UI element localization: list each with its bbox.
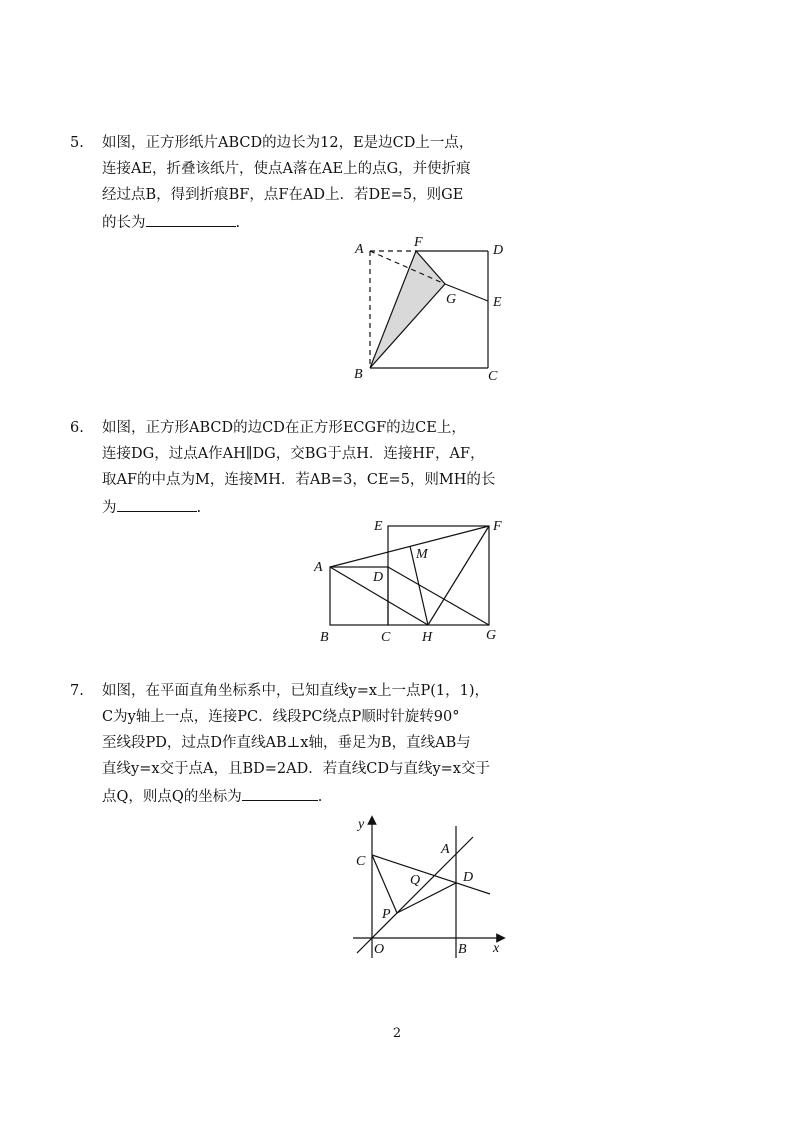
label-Q: Q — [410, 873, 421, 888]
page-number: 2 — [392, 1026, 402, 1041]
label-H: H — [422, 630, 433, 645]
end-punct: . — [235, 215, 241, 231]
label-D: D — [463, 870, 474, 885]
label-A: A — [355, 242, 364, 257]
problem-line: 直线y=x交于点A，且BD=2AD．若直线CD与直线y=x交于 — [102, 761, 490, 777]
end-punct: . — [196, 500, 202, 516]
label-P: P — [382, 907, 391, 922]
problem-line: 如图，在平面直角坐标系中，已知直线y=x上一点P(1，1)， — [102, 683, 490, 699]
end-punct: . — [317, 789, 323, 805]
label-x: x — [493, 941, 500, 956]
problem-line: 的长为 — [102, 215, 146, 231]
label-A: A — [441, 842, 450, 857]
problem-6 — [70, 415, 530, 521]
problem-number: 6. — [70, 420, 84, 436]
problem-line: 经过点B，得到折痕BF，点F在AD上．若DE=5，则GE — [102, 187, 464, 203]
label-A: A — [314, 560, 323, 575]
label-D: D — [493, 243, 504, 258]
problem-number: 5. — [70, 135, 84, 151]
label-C: C — [356, 854, 366, 869]
segment-hf — [428, 526, 489, 625]
label-M: M — [416, 547, 428, 562]
problem-line: 点Q，则点Q的坐标为 — [102, 789, 242, 805]
label-C: C — [488, 369, 498, 384]
problem-line: 连接AE，折叠该纸片，使点A落在AE上的点G，并使折痕 — [102, 161, 471, 177]
problem-text — [102, 415, 530, 521]
problem-line: 为 — [102, 500, 117, 516]
segment-pd — [397, 883, 456, 913]
problem-line: 至线段PD，过点D作直线AB⊥x轴，垂足为B，直线AB与 — [102, 735, 471, 751]
label-G: G — [486, 628, 497, 643]
answer-blank — [242, 782, 318, 801]
figure-6 — [310, 515, 510, 650]
problem-line: 如图，正方形ABCD的边CD在正方形ECGF的边CE上， — [102, 420, 466, 436]
label-E: E — [374, 519, 383, 534]
answer-blank — [146, 208, 236, 227]
problem-line: C为y轴上一点，连接PC．线段PC绕点P顺时针旋转90° — [102, 709, 460, 725]
problem-number: 7. — [70, 683, 84, 699]
label-G: G — [446, 292, 457, 307]
label-E: E — [493, 295, 502, 310]
problem-line: 连接DG，过点A作AH∥DG，交BG于点H．连接HF，AF， — [102, 446, 485, 462]
label-C: C — [381, 630, 391, 645]
label-B: B — [354, 367, 363, 382]
label-F: F — [493, 519, 502, 534]
problem-5 — [70, 130, 530, 236]
label-D: D — [373, 570, 384, 585]
label-F: F — [414, 235, 423, 250]
problem-text — [102, 678, 530, 810]
figure-5 — [345, 230, 515, 390]
label-O: O — [374, 942, 385, 957]
problem-text — [102, 130, 530, 236]
figure-7 — [345, 812, 515, 967]
segment-dg — [388, 567, 489, 625]
label-B: B — [320, 630, 329, 645]
problem-7 — [70, 678, 530, 810]
problem-line: 如图，正方形纸片ABCD的边长为12，E是边CD上一点， — [102, 135, 474, 151]
label-y: y — [358, 817, 365, 832]
label-B: B — [458, 942, 467, 957]
problem-line: 取AF的中点为M，连接MH．若AB=3，CE=5，则MH的长 — [102, 472, 496, 488]
segment-pc — [372, 855, 397, 913]
answer-blank — [117, 493, 197, 512]
shaded-triangle — [370, 251, 445, 368]
